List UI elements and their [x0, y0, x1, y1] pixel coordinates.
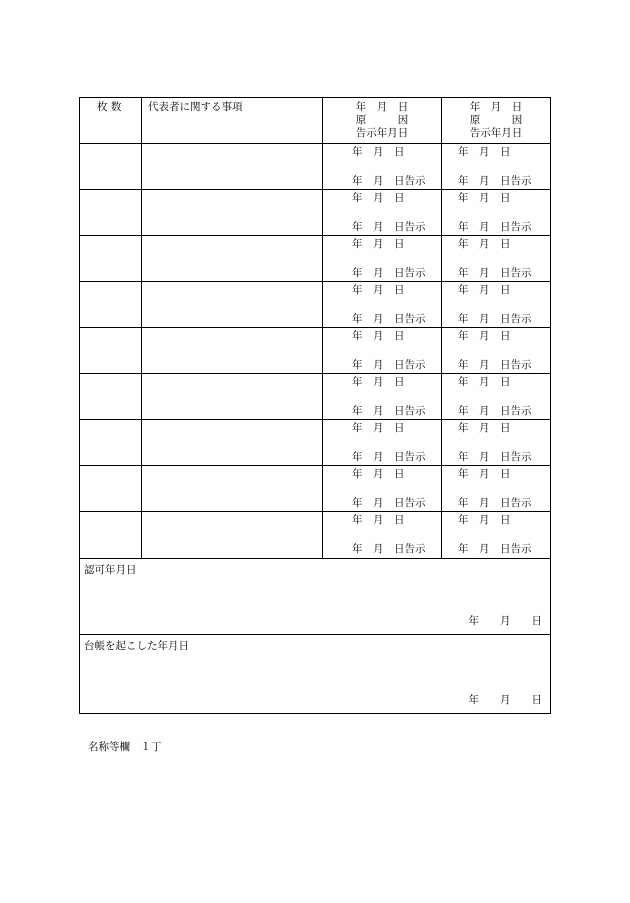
date-line: 年 月 日: [352, 468, 405, 480]
notice-date-line: 年 月 日告示: [458, 405, 532, 417]
representative-cell[interactable]: [142, 512, 323, 558]
notice-date-line: 年 月 日告示: [458, 221, 532, 233]
entry-rows: [80, 144, 550, 558]
count-cell[interactable]: [80, 190, 142, 235]
date-line: 年 月 日: [352, 192, 405, 204]
notice-date-line: 年 月 日告示: [352, 221, 426, 233]
notice-date-line: 年 月 日告示: [352, 405, 426, 417]
count-cell[interactable]: [80, 328, 142, 373]
date-header-2-line: 年 月 日: [469, 101, 523, 113]
date-header-1-line: 年 月 日: [355, 101, 409, 113]
table-row: [80, 190, 550, 236]
notice-date-line: 年 月 日告示: [352, 451, 426, 463]
approval-section: [80, 558, 550, 635]
date-header-1: [323, 98, 442, 143]
date-line: 年 月 日: [458, 330, 511, 342]
representative-cell[interactable]: [142, 236, 323, 281]
date-line: 年 月 日: [352, 146, 405, 158]
table-row: [80, 466, 550, 512]
notice-date-line: 年 月 日告示: [458, 497, 532, 509]
notice-date-line: 年 月 日告示: [352, 543, 426, 555]
notice-date-line: 年 月 日告示: [458, 359, 532, 371]
date-cell-2[interactable]: [442, 374, 550, 419]
date-header-1-line: 原 因: [355, 114, 409, 126]
date-cell-2[interactable]: [442, 236, 550, 281]
date-cell-1[interactable]: [323, 282, 442, 327]
date-line: 年 月 日: [458, 376, 511, 388]
date-line: 年 月 日: [458, 284, 511, 296]
registry-form: [79, 97, 551, 714]
table-row: [80, 420, 550, 466]
date-cell-2[interactable]: [442, 466, 550, 511]
count-header: 枚 数: [80, 98, 142, 143]
table-row: [80, 282, 550, 328]
table-row: [80, 512, 550, 558]
representative-header: 代表者に関する事項: [142, 98, 323, 143]
representative-cell[interactable]: [142, 144, 323, 189]
notice-date-line: 年 月 日告示: [458, 175, 532, 187]
date-line: 年 月 日: [458, 238, 511, 250]
date-cell-1[interactable]: [323, 190, 442, 235]
representative-cell[interactable]: [142, 374, 323, 419]
approval-date: 年 月 日: [468, 615, 542, 627]
ledger-date: 年 月 日: [468, 694, 542, 706]
header-row: [80, 98, 550, 144]
date-cell-1[interactable]: [323, 466, 442, 511]
date-line: 年 月 日: [352, 514, 405, 526]
date-cell-2[interactable]: [442, 282, 550, 327]
notice-date-line: 年 月 日告示: [458, 313, 532, 325]
date-line: 年 月 日: [458, 422, 511, 434]
date-cell-1[interactable]: [323, 144, 442, 189]
date-line: 年 月 日: [458, 468, 511, 480]
ledger-section: [80, 635, 550, 713]
notice-date-line: 年 月 日告示: [352, 359, 426, 371]
date-cell-1[interactable]: [323, 512, 442, 558]
date-header-1-line: 告示年月日: [355, 127, 409, 139]
date-line: 年 月 日: [352, 376, 405, 388]
ledger-title: 台帳を起こした年月日: [84, 640, 189, 652]
representative-cell[interactable]: [142, 190, 323, 235]
date-line: 年 月 日: [458, 146, 511, 158]
notice-date-line: 年 月 日告示: [458, 267, 532, 279]
notice-date-line: 年 月 日告示: [352, 175, 426, 187]
table-row: [80, 236, 550, 282]
date-cell-2[interactable]: [442, 328, 550, 373]
date-cell-2[interactable]: [442, 144, 550, 189]
notice-date-line: 年 月 日告示: [352, 497, 426, 509]
date-cell-1[interactable]: [323, 374, 442, 419]
date-cell-1[interactable]: [323, 236, 442, 281]
notice-date-line: 年 月 日告示: [352, 267, 426, 279]
count-cell[interactable]: [80, 282, 142, 327]
date-line: 年 月 日: [352, 422, 405, 434]
table-row: [80, 328, 550, 374]
date-cell-1[interactable]: [323, 328, 442, 373]
count-cell[interactable]: [80, 420, 142, 465]
date-line: 年 月 日: [352, 238, 405, 250]
representative-cell[interactable]: [142, 466, 323, 511]
count-cell[interactable]: [80, 512, 142, 558]
date-header-2-line: 告示年月日: [469, 127, 523, 139]
notice-date-line: 年 月 日告示: [352, 313, 426, 325]
date-cell-2[interactable]: [442, 420, 550, 465]
notice-date-line: 年 月 日告示: [458, 451, 532, 463]
representative-cell[interactable]: [142, 420, 323, 465]
count-cell[interactable]: [80, 374, 142, 419]
date-cell-1[interactable]: [323, 420, 442, 465]
notice-date-line: 年 月 日告示: [458, 543, 532, 555]
table-row: [80, 374, 550, 420]
approval-title: 認可年月日: [84, 564, 137, 576]
date-line: 年 月 日: [352, 284, 405, 296]
date-header-2-line: 原 因: [469, 114, 523, 126]
date-line: 年 月 日: [352, 330, 405, 342]
date-cell-2[interactable]: [442, 512, 550, 558]
count-cell[interactable]: [80, 236, 142, 281]
representative-cell[interactable]: [142, 328, 323, 373]
date-header-2: [442, 98, 550, 143]
date-line: 年 月 日: [458, 192, 511, 204]
count-cell[interactable]: [80, 466, 142, 511]
date-line: 年 月 日: [458, 514, 511, 526]
representative-cell[interactable]: [142, 282, 323, 327]
footer-note: 名称等欄 １丁: [88, 741, 162, 753]
table-row: [80, 144, 550, 190]
date-cell-2[interactable]: [442, 190, 550, 235]
count-cell[interactable]: [80, 144, 142, 189]
